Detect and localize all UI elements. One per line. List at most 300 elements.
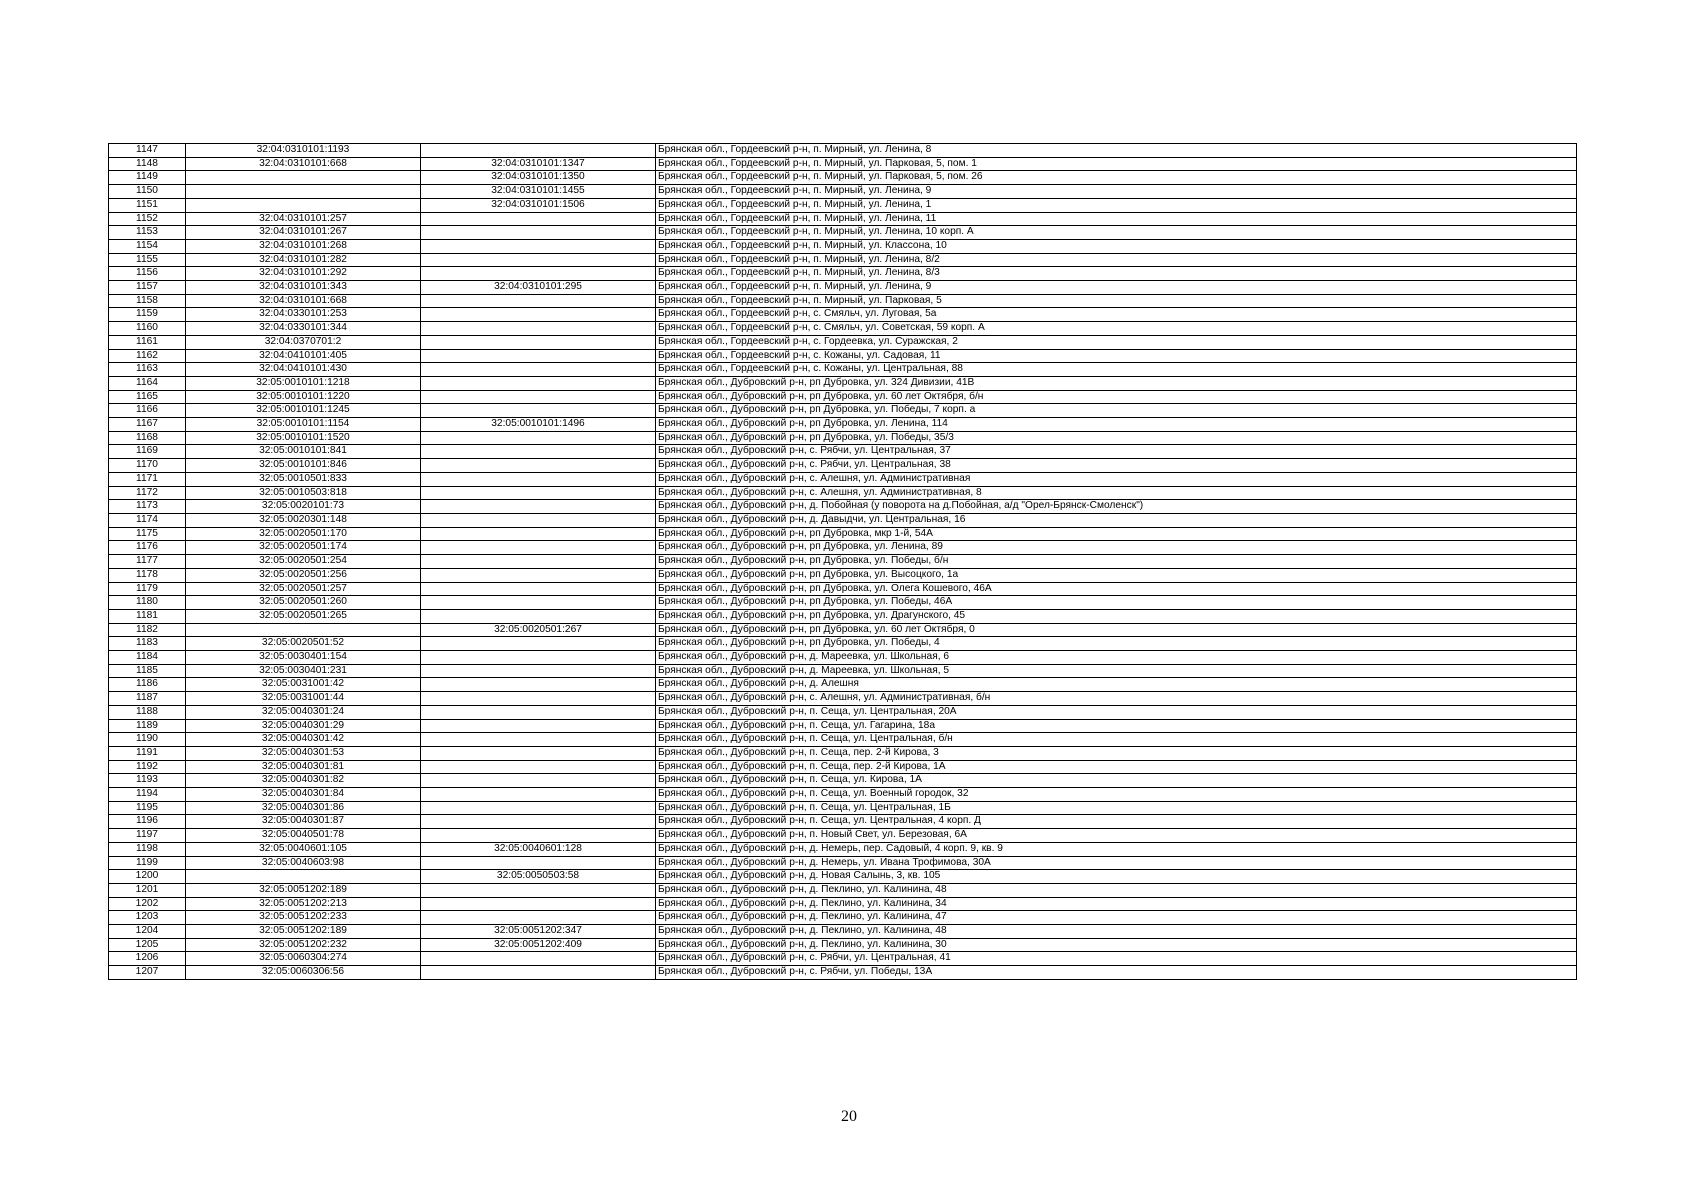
- cadastral-number-cell: 32:05:0040301:81: [186, 760, 421, 774]
- row-number-cell: 1193: [109, 774, 186, 788]
- table-row: [109, 966, 1577, 980]
- table-row: [109, 788, 1577, 802]
- related-cadastral-number-cell: [421, 349, 656, 363]
- related-cadastral-number-cell: [421, 609, 656, 623]
- cadastral-number-cell: 32:04:0310101:282: [186, 253, 421, 267]
- address-cell: Брянская обл., Дубровский р-н, с. Рябчи, ул. Центральная, 37: [656, 445, 1577, 459]
- row-number-cell: 1172: [109, 486, 186, 500]
- cadastral-number-cell: 32:05:0010101:1245: [186, 404, 421, 418]
- cadastral-number-cell: 32:05:0020501:256: [186, 568, 421, 582]
- table-row: [109, 349, 1577, 363]
- cadastral-number-cell: 32:05:0040301:24: [186, 705, 421, 719]
- related-cadastral-number-cell: [421, 253, 656, 267]
- cadastral-number-cell: 32:05:0030401:154: [186, 651, 421, 665]
- row-number-cell: 1202: [109, 897, 186, 911]
- cadastral-number-cell: 32:04:0370701:2: [186, 335, 421, 349]
- row-number-cell: 1160: [109, 322, 186, 336]
- row-number-cell: 1151: [109, 198, 186, 212]
- related-cadastral-number-cell: [421, 719, 656, 733]
- cadastral-number-cell: 32:04:0310101:668: [186, 157, 421, 171]
- address-cell: Брянская обл., Дубровский р-н, п. Сеща, ул. Кирова, 1А: [656, 774, 1577, 788]
- row-number-cell: 1179: [109, 582, 186, 596]
- address-cell: Брянская обл., Гордеевский р-н, п. Мирный, ул. Ленина, 10 корп. А: [656, 226, 1577, 240]
- related-cadastral-number-cell: [421, 692, 656, 706]
- address-cell: Брянская обл., Гордеевский р-н, п. Мирный, ул. Ленина, 8/2: [656, 253, 1577, 267]
- table-row: [109, 226, 1577, 240]
- related-cadastral-number-cell: 32:04:0310101:1455: [421, 185, 656, 199]
- address-cell: Брянская обл., Дубровский р-н, с. Рябчи, ул. Победы, 13А: [656, 966, 1577, 980]
- address-cell: Брянская обл., Дубровский р-н, с. Рябчи, ул. Центральная, 38: [656, 459, 1577, 473]
- table-row: [109, 404, 1577, 418]
- cadastral-number-cell: 32:05:0030401:231: [186, 664, 421, 678]
- row-number-cell: 1183: [109, 637, 186, 651]
- row-number-cell: 1191: [109, 746, 186, 760]
- row-number-cell: 1205: [109, 938, 186, 952]
- related-cadastral-number-cell: [421, 815, 656, 829]
- row-number-cell: 1201: [109, 883, 186, 897]
- address-cell: Брянская обл., Гордеевский р-н, п. Мирный, ул. Ленина, 9: [656, 185, 1577, 199]
- related-cadastral-number-cell: [421, 966, 656, 980]
- address-cell: Брянская обл., Гордеевский р-н, п. Мирный, ул. Классона, 10: [656, 239, 1577, 253]
- address-cell: Брянская обл., Гордеевский р-н, с. Кожаны, ул. Садовая, 11: [656, 349, 1577, 363]
- table-row: [109, 555, 1577, 569]
- address-cell: Брянская обл., Дубровский р-н, д. Новая Салынь, 3, кв. 105: [656, 870, 1577, 884]
- related-cadastral-number-cell: [421, 445, 656, 459]
- row-number-cell: 1157: [109, 281, 186, 295]
- row-number-cell: 1198: [109, 842, 186, 856]
- cadastral-number-cell: 32:04:0310101:257: [186, 212, 421, 226]
- related-cadastral-number-cell: [421, 486, 656, 500]
- table-row: [109, 596, 1577, 610]
- row-number-cell: 1188: [109, 705, 186, 719]
- cadastral-number-cell: 32:05:0020501:52: [186, 637, 421, 651]
- cadastral-number-cell: 32:05:0040603:98: [186, 856, 421, 870]
- address-cell: Брянская обл., Дубровский р-н, д. Пеклино, ул. Калинина, 48: [656, 883, 1577, 897]
- row-number-cell: 1177: [109, 555, 186, 569]
- row-number-cell: 1180: [109, 596, 186, 610]
- table-row: [109, 390, 1577, 404]
- cadastral-number-cell: 32:05:0020501:260: [186, 596, 421, 610]
- cadastral-number-cell: [186, 870, 421, 884]
- table-row: [109, 733, 1577, 747]
- table-row: [109, 829, 1577, 843]
- address-cell: Брянская обл., Дубровский р-н, рп Дубровка, ул. Ленина, 114: [656, 418, 1577, 432]
- cadastral-number-cell: 32:05:0010101:846: [186, 459, 421, 473]
- row-number-cell: 1165: [109, 390, 186, 404]
- cadastral-number-cell: 32:05:0010101:1220: [186, 390, 421, 404]
- row-number-cell: 1187: [109, 692, 186, 706]
- row-number-cell: 1197: [109, 829, 186, 843]
- row-number-cell: 1148: [109, 157, 186, 171]
- table-row: [109, 692, 1577, 706]
- related-cadastral-number-cell: [421, 294, 656, 308]
- address-cell: Брянская обл., Дубровский р-н, с. Рябчи, ул. Центральная, 41: [656, 952, 1577, 966]
- address-cell: Брянская обл., Дубровский р-н, д. Алешня: [656, 678, 1577, 692]
- table-row: [109, 911, 1577, 925]
- cadastral-number-cell: 32:05:0040301:53: [186, 746, 421, 760]
- related-cadastral-number-cell: [421, 404, 656, 418]
- table-row: [109, 486, 1577, 500]
- row-number-cell: 1153: [109, 226, 186, 240]
- related-cadastral-number-cell: [421, 308, 656, 322]
- cadastral-number-cell: 32:05:0020501:265: [186, 609, 421, 623]
- cadastral-number-cell: 32:05:0051202:233: [186, 911, 421, 925]
- row-number-cell: 1200: [109, 870, 186, 884]
- address-cell: Брянская обл., Дубровский р-н, д. Мареевка, ул. Школьная, 6: [656, 651, 1577, 665]
- address-cell: Брянская обл., Дубровский р-н, рп Дубровка, мкр 1-й, 54А: [656, 527, 1577, 541]
- table-row: [109, 459, 1577, 473]
- cadastral-number-cell: 32:04:0410101:405: [186, 349, 421, 363]
- row-number-cell: 1207: [109, 966, 186, 980]
- address-cell: Брянская обл., Дубровский р-н, п. Сеща, ул. Центральная, 1Б: [656, 801, 1577, 815]
- related-cadastral-number-cell: [421, 856, 656, 870]
- table-row: [109, 253, 1577, 267]
- related-cadastral-number-cell: [421, 322, 656, 336]
- row-number-cell: 1161: [109, 335, 186, 349]
- row-number-cell: 1155: [109, 253, 186, 267]
- related-cadastral-number-cell: [421, 555, 656, 569]
- row-number-cell: 1203: [109, 911, 186, 925]
- table-row: [109, 760, 1577, 774]
- related-cadastral-number-cell: [421, 431, 656, 445]
- cadastral-number-cell: 32:05:0020101:73: [186, 500, 421, 514]
- related-cadastral-number-cell: [421, 760, 656, 774]
- related-cadastral-number-cell: [421, 144, 656, 158]
- related-cadastral-number-cell: [421, 541, 656, 555]
- cadastral-number-cell: 32:05:0051202:232: [186, 938, 421, 952]
- table-row: [109, 157, 1577, 171]
- related-cadastral-number-cell: 32:05:0050503:58: [421, 870, 656, 884]
- related-cadastral-number-cell: [421, 568, 656, 582]
- table-row: [109, 801, 1577, 815]
- table-row: [109, 472, 1577, 486]
- cadastral-number-cell: 32:04:0310101:343: [186, 281, 421, 295]
- table-row: [109, 609, 1577, 623]
- table-row: [109, 239, 1577, 253]
- address-cell: Брянская обл., Дубровский р-н, п. Сеща, ул. Военный городок, 32: [656, 788, 1577, 802]
- related-cadastral-number-cell: [421, 952, 656, 966]
- related-cadastral-number-cell: [421, 801, 656, 815]
- row-number-cell: 1192: [109, 760, 186, 774]
- row-number-cell: 1168: [109, 431, 186, 445]
- address-cell: Брянская обл., Гордеевский р-н, с. Кожаны, ул. Центральная, 88: [656, 363, 1577, 377]
- cadastral-number-cell: 32:05:0040301:82: [186, 774, 421, 788]
- related-cadastral-number-cell: [421, 664, 656, 678]
- table-row: [109, 582, 1577, 596]
- table-row: [109, 719, 1577, 733]
- cadastral-number-cell: 32:05:0040601:105: [186, 842, 421, 856]
- row-number-cell: 1170: [109, 459, 186, 473]
- cadastral-number-cell: 32:05:0020501:174: [186, 541, 421, 555]
- related-cadastral-number-cell: [421, 513, 656, 527]
- cadastral-number-cell: 32:04:0310101:292: [186, 267, 421, 281]
- address-cell: Брянская обл., Дубровский р-н, с. Алешня, ул. Административная, 8: [656, 486, 1577, 500]
- table-row: [109, 746, 1577, 760]
- related-cadastral-number-cell: [421, 774, 656, 788]
- cadastral-number-cell: [186, 623, 421, 637]
- cadastral-number-cell: 32:05:0051202:189: [186, 925, 421, 939]
- cadastral-number-cell: 32:04:0310101:267: [186, 226, 421, 240]
- cadastral-number-cell: 32:05:0031001:44: [186, 692, 421, 706]
- table-row: [109, 815, 1577, 829]
- row-number-cell: 1206: [109, 952, 186, 966]
- cadastral-number-cell: 32:05:0010101:1520: [186, 431, 421, 445]
- row-number-cell: 1184: [109, 651, 186, 665]
- cadastral-number-cell: 32:05:0020501:257: [186, 582, 421, 596]
- address-cell: Брянская обл., Гордеевский р-н, с. Гордеевка, ул. Суражская, 2: [656, 335, 1577, 349]
- row-number-cell: 1185: [109, 664, 186, 678]
- related-cadastral-number-cell: [421, 212, 656, 226]
- related-cadastral-number-cell: [421, 788, 656, 802]
- address-cell: Брянская обл., Гордеевский р-н, п. Мирный, ул. Ленина, 11: [656, 212, 1577, 226]
- cadastral-number-cell: 32:05:0040301:86: [186, 801, 421, 815]
- cadastral-number-cell: 32:05:0010501:833: [186, 472, 421, 486]
- address-cell: Брянская обл., Дубровский р-н, д. Пеклино, ул. Калинина, 47: [656, 911, 1577, 925]
- table-row: [109, 308, 1577, 322]
- related-cadastral-number-cell: 32:04:0310101:295: [421, 281, 656, 295]
- address-cell: Брянская обл., Дубровский р-н, д. Побойная (у поворота на д.Побойная, а/д "Орел-Брянск-Смоленск"): [656, 500, 1577, 514]
- table-row: [109, 897, 1577, 911]
- cadastral-number-cell: 32:04:0310101:268: [186, 239, 421, 253]
- address-cell: Брянская обл., Дубровский р-н, рп Дубровка, ул. Драгунского, 45: [656, 609, 1577, 623]
- row-number-cell: 1162: [109, 349, 186, 363]
- row-number-cell: 1149: [109, 171, 186, 185]
- table-row: [109, 623, 1577, 637]
- cadastral-number-cell: 32:05:0040301:42: [186, 733, 421, 747]
- page-number: 20: [841, 1108, 857, 1125]
- address-cell: Брянская обл., Дубровский р-н, рп Дубровка, ул. Победы, 46А: [656, 596, 1577, 610]
- cadastral-number-cell: 32:05:0020301:148: [186, 513, 421, 527]
- address-cell: Брянская обл., Гордеевский р-н, п. Мирный, ул. Ленина, 9: [656, 281, 1577, 295]
- table-row: [109, 418, 1577, 432]
- address-cell: Брянская обл., Дубровский р-н, д. Немерь, ул. Ивана Трофимова, 30А: [656, 856, 1577, 870]
- address-cell: Брянская обл., Дубровский р-н, с. Алешня, ул. Административная: [656, 472, 1577, 486]
- cadastral-number-cell: 32:05:0040301:29: [186, 719, 421, 733]
- table-row: [109, 322, 1577, 336]
- cadastral-number-cell: 32:05:0031001:42: [186, 678, 421, 692]
- address-cell: Брянская обл., Гордеевский р-н, п. Мирный, ул. Парковая, 5, пом. 26: [656, 171, 1577, 185]
- address-cell: Брянская обл., Дубровский р-н, с. Алешня, ул. Административная, б/н: [656, 692, 1577, 706]
- address-cell: Брянская обл., Дубровский р-н, п. Новый Свет, ул. Березовая, 6А: [656, 829, 1577, 843]
- cadastral-number-cell: [186, 171, 421, 185]
- related-cadastral-number-cell: 32:05:0040601:128: [421, 842, 656, 856]
- related-cadastral-number-cell: [421, 459, 656, 473]
- address-cell: Брянская обл., Дубровский р-н, рп Дубровка, ул. Высоцкого, 1а: [656, 568, 1577, 582]
- related-cadastral-number-cell: [421, 527, 656, 541]
- row-number-cell: 1182: [109, 623, 186, 637]
- cadastral-table: [108, 143, 1577, 980]
- table-row: [109, 431, 1577, 445]
- related-cadastral-number-cell: [421, 363, 656, 377]
- related-cadastral-number-cell: 32:04:0310101:1506: [421, 198, 656, 212]
- cadastral-number-cell: 32:05:0051202:213: [186, 897, 421, 911]
- related-cadastral-number-cell: [421, 596, 656, 610]
- table-row: [109, 925, 1577, 939]
- table-body: [109, 144, 1577, 980]
- address-cell: Брянская обл., Гордеевский р-н, п. Мирный, ул. Ленина, 8/3: [656, 267, 1577, 281]
- table-row: [109, 198, 1577, 212]
- address-cell: Брянская обл., Дубровский р-н, п. Сеща, ул. Центральная, 20А: [656, 705, 1577, 719]
- address-cell: Брянская обл., Дубровский р-н, п. Сеща, ул. Гагарина, 18а: [656, 719, 1577, 733]
- related-cadastral-number-cell: [421, 651, 656, 665]
- table-row: [109, 883, 1577, 897]
- row-number-cell: 1189: [109, 719, 186, 733]
- address-cell: Брянская обл., Дубровский р-н, рп Дубровка, ул. Олега Кошевого, 46А: [656, 582, 1577, 596]
- cadastral-number-cell: 32:05:0040301:84: [186, 788, 421, 802]
- row-number-cell: 1150: [109, 185, 186, 199]
- address-cell: Брянская обл., Дубровский р-н, д. Пеклино, ул. Калинина, 30: [656, 938, 1577, 952]
- row-number-cell: 1171: [109, 472, 186, 486]
- address-cell: Брянская обл., Дубровский р-н, рп Дубровка, ул. Ленина, 89: [656, 541, 1577, 555]
- row-number-cell: 1152: [109, 212, 186, 226]
- related-cadastral-number-cell: [421, 911, 656, 925]
- address-cell: Брянская обл., Гордеевский р-н, п. Мирный, ул. Ленина, 1: [656, 198, 1577, 212]
- table-row: [109, 664, 1577, 678]
- table-row: [109, 568, 1577, 582]
- related-cadastral-number-cell: [421, 335, 656, 349]
- table-row: [109, 335, 1577, 349]
- table-row: [109, 541, 1577, 555]
- cadastral-number-cell: 32:05:0051202:189: [186, 883, 421, 897]
- row-number-cell: 1195: [109, 801, 186, 815]
- address-cell: Брянская обл., Гордеевский р-н, п. Мирный, ул. Ленина, 8: [656, 144, 1577, 158]
- related-cadastral-number-cell: [421, 239, 656, 253]
- related-cadastral-number-cell: [421, 883, 656, 897]
- cadastral-number-cell: 32:04:0410101:430: [186, 363, 421, 377]
- cadastral-number-cell: 32:05:0040301:87: [186, 815, 421, 829]
- address-cell: Брянская обл., Дубровский р-н, рп Дубровка, ул. Победы, 4: [656, 637, 1577, 651]
- cadastral-number-cell: 32:04:0330101:344: [186, 322, 421, 336]
- row-number-cell: 1163: [109, 363, 186, 377]
- table-row: [109, 513, 1577, 527]
- related-cadastral-number-cell: [421, 500, 656, 514]
- row-number-cell: 1158: [109, 294, 186, 308]
- cadastral-number-cell: [186, 185, 421, 199]
- cadastral-number-cell: 32:05:0010101:1154: [186, 418, 421, 432]
- table-row: [109, 171, 1577, 185]
- row-number-cell: 1147: [109, 144, 186, 158]
- address-cell: Брянская обл., Дубровский р-н, рп Дубровка, ул. 60 лет Октября, б/н: [656, 390, 1577, 404]
- row-number-cell: 1190: [109, 733, 186, 747]
- table-row: [109, 938, 1577, 952]
- cadastral-number-cell: 32:05:0010101:841: [186, 445, 421, 459]
- row-number-cell: 1194: [109, 788, 186, 802]
- row-number-cell: 1196: [109, 815, 186, 829]
- row-number-cell: 1173: [109, 500, 186, 514]
- cadastral-number-cell: 32:05:0010503:818: [186, 486, 421, 500]
- related-cadastral-number-cell: 32:05:0020501:267: [421, 623, 656, 637]
- table-row: [109, 185, 1577, 199]
- cadastral-number-cell: 32:05:0020501:170: [186, 527, 421, 541]
- row-number-cell: 1169: [109, 445, 186, 459]
- address-cell: Брянская обл., Дубровский р-н, рп Дубровка, ул. 60 лет Октября, 0: [656, 623, 1577, 637]
- table-row: [109, 774, 1577, 788]
- table-row: [109, 294, 1577, 308]
- address-cell: Брянская обл., Гордеевский р-н, с. Смяльч, ул. Советская, 59 корп. А: [656, 322, 1577, 336]
- table-row: [109, 144, 1577, 158]
- row-number-cell: 1175: [109, 527, 186, 541]
- table-row: [109, 212, 1577, 226]
- table-row: [109, 363, 1577, 377]
- address-cell: Брянская обл., Дубровский р-н, д. Пеклино, ул. Калинина, 34: [656, 897, 1577, 911]
- address-cell: Брянская обл., Дубровский р-н, д. Мареевка, ул. Школьная, 5: [656, 664, 1577, 678]
- table-row: [109, 651, 1577, 665]
- row-number-cell: 1164: [109, 376, 186, 390]
- row-number-cell: 1166: [109, 404, 186, 418]
- address-cell: Брянская обл., Дубровский р-н, п. Сеща, пер. 2-й Кирова, 3: [656, 746, 1577, 760]
- address-cell: Брянская обл., Дубровский р-н, д. Давыдчи, ул. Центральная, 16: [656, 513, 1577, 527]
- table-row: [109, 267, 1577, 281]
- table-row: [109, 952, 1577, 966]
- address-cell: Брянская обл., Дубровский р-н, д. Немерь, пер. Садовый, 4 корп. 9, кв. 9: [656, 842, 1577, 856]
- cadastral-number-cell: 32:05:0060304:274: [186, 952, 421, 966]
- address-cell: Брянская обл., Дубровский р-н, рп Дубровка, ул. Победы, б/н: [656, 555, 1577, 569]
- cadastral-number-cell: 32:04:0310101:668: [186, 294, 421, 308]
- address-cell: Брянская обл., Дубровский р-н, п. Сеща, ул. Центральная, 4 корп. Д: [656, 815, 1577, 829]
- table-row: [109, 856, 1577, 870]
- table-row: [109, 376, 1577, 390]
- table-row: [109, 527, 1577, 541]
- related-cadastral-number-cell: 32:04:0310101:1347: [421, 157, 656, 171]
- address-cell: Брянская обл., Дубровский р-н, д. Пеклино, ул. Калинина, 48: [656, 925, 1577, 939]
- row-number-cell: 1178: [109, 568, 186, 582]
- cadastral-number-cell: 32:05:0040501:78: [186, 829, 421, 843]
- related-cadastral-number-cell: [421, 267, 656, 281]
- related-cadastral-number-cell: 32:05:0010101:1496: [421, 418, 656, 432]
- address-cell: Брянская обл., Гордеевский р-н, п. Мирный, ул. Парковая, 5, пом. 1: [656, 157, 1577, 171]
- related-cadastral-number-cell: [421, 376, 656, 390]
- cadastral-number-cell: 32:04:0310101:1193: [186, 144, 421, 158]
- row-number-cell: 1154: [109, 239, 186, 253]
- cadastral-number-cell: 32:05:0020501:254: [186, 555, 421, 569]
- related-cadastral-number-cell: [421, 226, 656, 240]
- related-cadastral-number-cell: [421, 582, 656, 596]
- related-cadastral-number-cell: 32:05:0051202:409: [421, 938, 656, 952]
- related-cadastral-number-cell: [421, 705, 656, 719]
- table-row: [109, 870, 1577, 884]
- cadastral-number-cell: 32:05:0010101:1218: [186, 376, 421, 390]
- address-cell: Брянская обл., Дубровский р-н, рп Дубровка, ул. Победы, 7 корп. а: [656, 404, 1577, 418]
- row-number-cell: 1174: [109, 513, 186, 527]
- related-cadastral-number-cell: [421, 637, 656, 651]
- row-number-cell: 1176: [109, 541, 186, 555]
- related-cadastral-number-cell: [421, 897, 656, 911]
- row-number-cell: 1199: [109, 856, 186, 870]
- table-row: [109, 705, 1577, 719]
- table-row: [109, 842, 1577, 856]
- row-number-cell: 1156: [109, 267, 186, 281]
- address-cell: Брянская обл., Дубровский р-н, п. Сеща, ул. Центральная, б/н: [656, 733, 1577, 747]
- related-cadastral-number-cell: 32:04:0310101:1350: [421, 171, 656, 185]
- cadastral-number-cell: [186, 198, 421, 212]
- row-number-cell: 1186: [109, 678, 186, 692]
- cadastral-number-cell: 32:04:0330101:253: [186, 308, 421, 322]
- related-cadastral-number-cell: [421, 746, 656, 760]
- row-number-cell: 1167: [109, 418, 186, 432]
- related-cadastral-number-cell: [421, 472, 656, 486]
- cadastral-number-cell: 32:05:0060306:56: [186, 966, 421, 980]
- row-number-cell: 1204: [109, 925, 186, 939]
- address-cell: Брянская обл., Дубровский р-н, п. Сеща, пер. 2-й Кирова, 1А: [656, 760, 1577, 774]
- table-row: [109, 500, 1577, 514]
- related-cadastral-number-cell: [421, 390, 656, 404]
- related-cadastral-number-cell: [421, 678, 656, 692]
- related-cadastral-number-cell: [421, 733, 656, 747]
- related-cadastral-number-cell: [421, 829, 656, 843]
- related-cadastral-number-cell: 32:05:0051202:347: [421, 925, 656, 939]
- table-row: [109, 678, 1577, 692]
- table-row: [109, 637, 1577, 651]
